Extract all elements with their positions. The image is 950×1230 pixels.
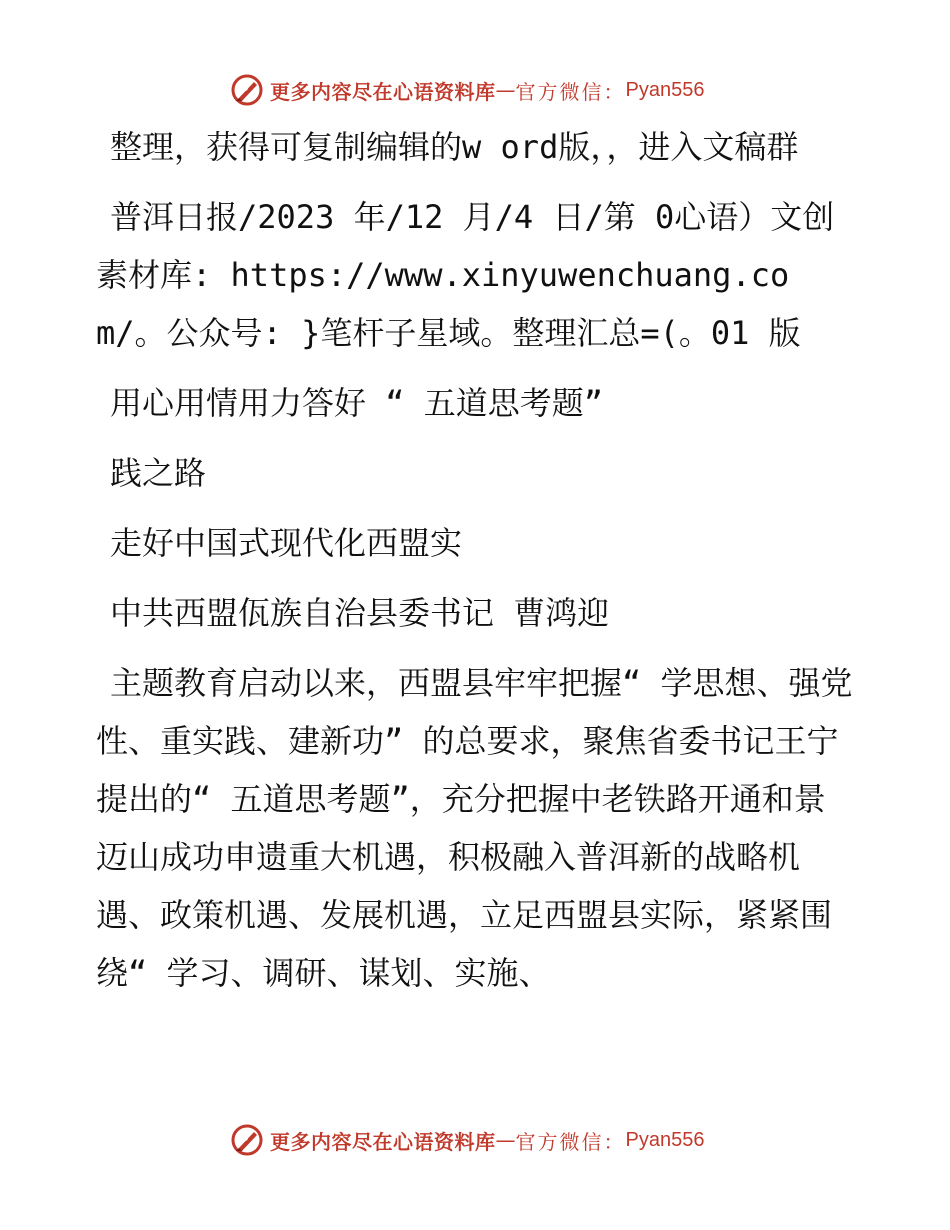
paragraph-body: 主题教育启动以来，西盟县牢牢把握“ 学思想、强党性、重实践、建新功” 的总要求，聚焦省委书记王宁提出的“ 五道思考题”，充分把握中老铁路开通和景迈山成功申遗重大机遇，积极融入普洱新的战略机遇、政策机遇、发展机遇，立足西盟县实际，紧紧围绕“ 学习、调研、谋划、实施、 — [96, 664, 853, 992]
logo-icon — [230, 73, 264, 107]
banner-main-text: 更多内容尽在心语资料库 — [270, 1129, 496, 1154]
logo-icon — [230, 1123, 264, 1157]
banner-separator: — — [495, 1128, 516, 1152]
paragraph-subtitle: 走好中国式现代化西盟实 — [110, 524, 463, 562]
document-body — [96, 118, 856, 1014]
banner-separator: — — [495, 78, 516, 102]
paragraph-subtitle-part: 践之路 — [110, 454, 207, 492]
banner-main-text: 更多内容尽在心语资料库 — [270, 79, 496, 104]
paragraph-intro: 整理，获得可复制编辑的w ord版，，进入文稿群 — [110, 128, 799, 166]
paragraph-author: 中共西盟佤族自治县委书记 曹鸿迎 — [110, 594, 610, 632]
banner-official-label: 官方微信： — [515, 79, 626, 104]
paragraph-title: 用心用情用力答好 “ 五道思考题” — [110, 384, 604, 422]
banner-wechat-id: Pyan556 — [625, 78, 705, 101]
paragraph-source: 普洱日报/2023 年/12 月/4 日/第 0心语）文创素材库: https://www.xinyuwenchuang.com/。公众号: }笔杆子星域。整理汇总=(。01 版 — [96, 198, 835, 352]
banner-wechat-id: Pyan556 — [625, 1128, 705, 1151]
header-watermark-banner — [230, 70, 730, 110]
footer-watermark-banner — [230, 1120, 730, 1160]
banner-official-label: 官方微信： — [515, 1129, 626, 1154]
